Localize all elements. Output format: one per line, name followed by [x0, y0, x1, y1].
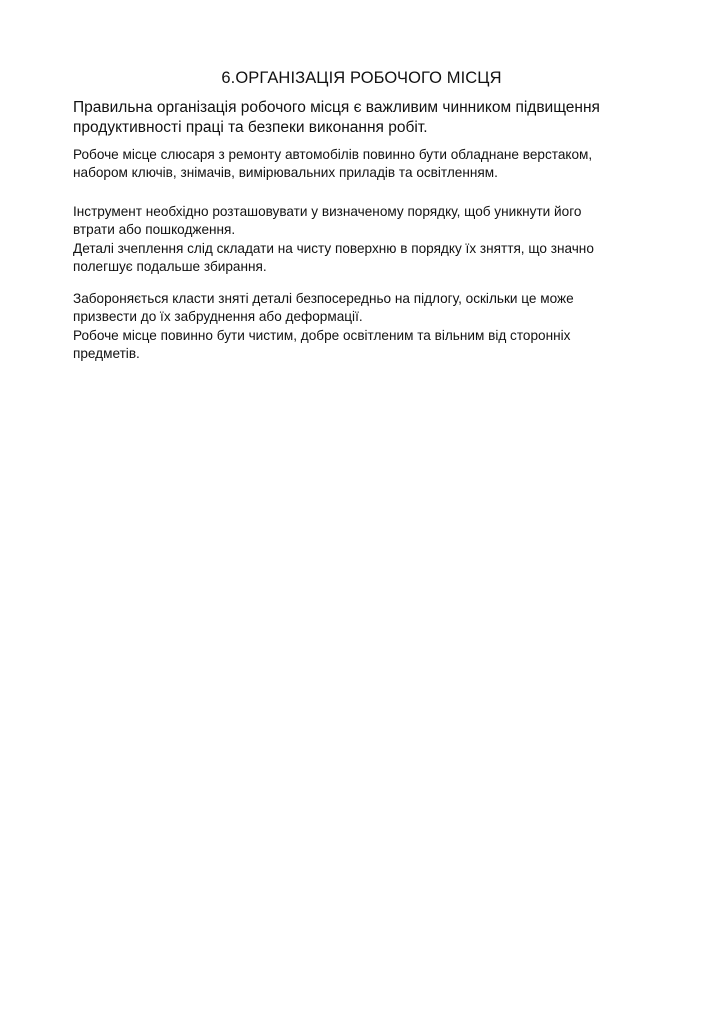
section-title: 6.ОРГАНІЗАЦІЯ РОБОЧОГО МІСЦЯ: [221, 69, 502, 87]
paragraph-tool-placement: [73, 203, 673, 239]
text-line: Робоче місце слюсаря з ремонту автомобілів повинно бути обладнане верстаком,: [73, 147, 593, 162]
text-line: предметів.: [73, 346, 140, 361]
text-line: Деталі зчеплення слід складати на чисту поверхню в порядку їх зняття, що значно: [73, 241, 594, 256]
text-line: втрати або пошкодження.: [73, 222, 236, 237]
paragraph-cleanliness: [73, 327, 673, 363]
text-line: Забороняється класти зняті деталі безпосередньо на підлогу, оскільки це може: [73, 291, 574, 306]
text-line: Правильна організація робочого місця є важливим чинником підвищення: [73, 99, 600, 116]
paragraph-workplace-equipment: [73, 146, 673, 182]
text-line: Робоче місце повинно бути чистим, добре освітленим та вільним від сторонніх: [73, 328, 571, 343]
text-line: набором ключів, знімачів, вимірювальних приладів та освітленням.: [73, 165, 498, 180]
intro-paragraph: [73, 98, 663, 138]
paragraph-clutch-parts: [73, 240, 673, 276]
paragraph-floor-prohibition: [73, 290, 673, 326]
text-line: продуктивності праці та безпеки виконання робіт.: [73, 119, 428, 136]
text-line: призвести до їх забруднення або деформації.: [73, 309, 363, 324]
text-line: Інструмент необхідно розташовувати у визначеному порядку, щоб уникнути його: [73, 204, 582, 219]
text-line: полегшує подальше збирання.: [73, 259, 267, 274]
